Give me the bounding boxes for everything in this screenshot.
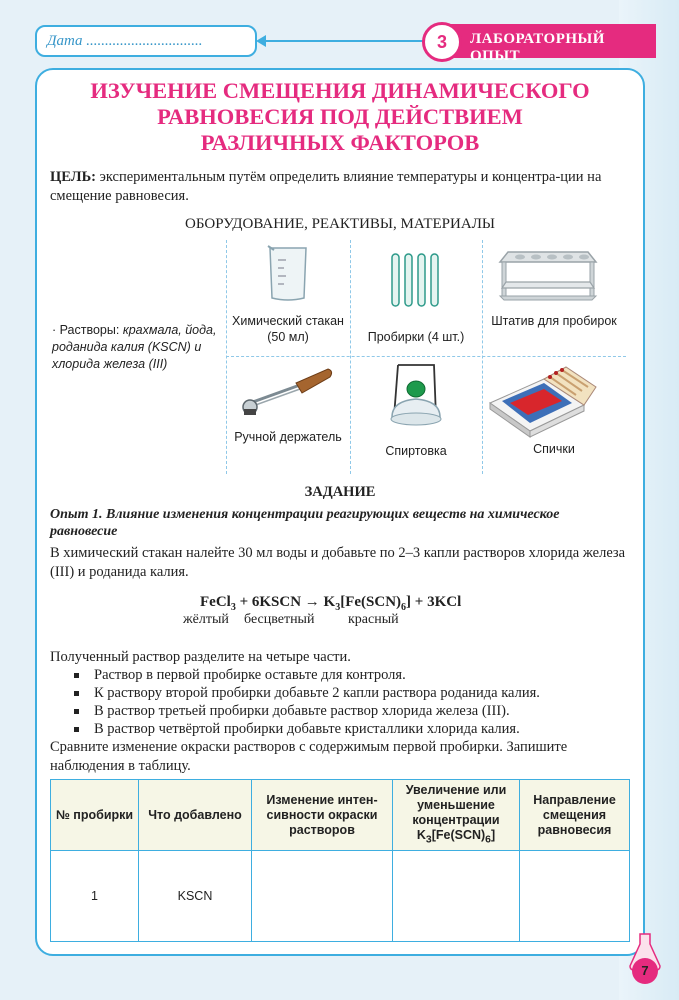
eq-label-colorless: бесцветный — [244, 612, 315, 627]
table-cell[interactable]: KSCN — [139, 851, 252, 942]
eq-sub: 3 — [335, 602, 341, 613]
header-formula: ] — [490, 827, 496, 842]
chemical-equation — [200, 594, 461, 613]
eq-label-yellow: жёлтый — [183, 612, 229, 627]
table-header: Что добавлено — [139, 780, 252, 851]
spirit-lamp-icon — [384, 359, 448, 429]
table-cell[interactable] — [393, 851, 520, 942]
table-header: Направление смещения равновесия — [520, 780, 630, 851]
equipment-label: Спички — [533, 442, 575, 456]
list-item: В раствор третьей пробирки добавьте раствор хлорида железа (III). — [50, 702, 630, 720]
eq-label-red: красный — [348, 612, 399, 627]
eq-sub: 6 — [401, 602, 407, 613]
equipment-item-test-tubes — [350, 240, 482, 357]
equipment-label: Пробирки (4 шт.) — [367, 330, 465, 344]
beaker-icon — [266, 244, 310, 302]
header-sub: 6 — [485, 834, 491, 846]
equipment-item-tube-rack — [482, 240, 626, 357]
lab-banner — [424, 24, 656, 64]
task-title: ЗАДАНИЕ — [304, 484, 376, 500]
title-line: ИЗУЧЕНИЕ СМЕЩЕНИЯ ДИНАМИЧЕСКОГО — [90, 78, 590, 103]
experiment-title: Опыт 1. Влияние изменения концентрации реагирующих веществ на химическое равновесие — [50, 507, 560, 539]
equipment-item-beaker — [226, 240, 350, 357]
instruction-text: В химический стакан налейте 30 мл воды и добавьте по 2–3 капли растворов хлорида железа (III) и роданида калия. — [50, 545, 626, 580]
hand-holder-icon — [240, 363, 336, 417]
date-label: Дата ............................... — [47, 33, 203, 49]
eq-part: [Fe(SCN) — [340, 594, 402, 610]
list-item: К раствору второй пробирки добавьте 2 капли раствора роданида калия. — [50, 684, 630, 702]
title-line: РАЗЛИЧНЫХ ФАКТОРОВ — [200, 130, 480, 155]
table-cell[interactable] — [520, 851, 630, 942]
test-tubes-icon — [388, 252, 444, 310]
observations-table — [50, 779, 630, 942]
table-header: № пробирки — [51, 780, 139, 851]
table-cell[interactable] — [252, 851, 393, 942]
goal-paragraph — [50, 168, 630, 206]
list-item: Раствор в первой пробирке оставьте для контроля. — [50, 666, 630, 684]
eq-part: + 6KSCN → K — [235, 594, 336, 610]
goal-label: ЦЕЛЬ: — [50, 169, 96, 185]
table-header-row — [51, 780, 630, 851]
header-sub: 3 — [425, 834, 432, 846]
goal-text: экспериментальным путём определить влияние температуры и концентра-ции на смещение равновесия. — [50, 169, 602, 204]
list-item: В раствор четвёртой пробирки добавьте кристаллики хлорида калия. — [50, 720, 630, 738]
header-formula: [Fe(SCN) — [431, 827, 486, 842]
title-line: РАВНОВЕСИЯ ПОД ДЕЙСТВИЕМ — [157, 104, 523, 129]
matchbox-icon — [488, 363, 606, 439]
steps-list — [50, 666, 630, 738]
header-formula: K — [416, 827, 426, 842]
date-field[interactable] — [35, 25, 257, 57]
eq-sub: 3 — [230, 602, 236, 613]
equipment-label: Штатив для пробирок — [491, 314, 617, 328]
equipment-item-spirit-lamp — [350, 357, 482, 474]
page-number: 7 — [632, 958, 658, 984]
lab-title: ЛАБОРАТОРНЫЙ ОПЫТ — [470, 31, 605, 64]
split-text: Полученный раствор разделите на четыре части. — [50, 649, 351, 665]
reagents-italic: крахмала, йода, роданида калия (KSCN) и хлорида железа (III) — [52, 323, 217, 371]
eq-part: FeCl — [200, 594, 231, 610]
compare-text: Сравните изменение окраски растворов с содержимым первой пробирки. Запишите наблюдения в таблицу. — [50, 739, 568, 774]
equipment-label: Химический стакан (50 мл) — [232, 314, 344, 344]
reagents-list — [52, 322, 224, 373]
page-title — [50, 78, 630, 156]
lab-number: 3 — [422, 22, 462, 62]
equipment-label: Спиртовка — [385, 444, 447, 458]
tube-rack-icon — [496, 244, 600, 302]
equipment-title: ОБОРУДОВАНИЕ, РЕАКТИВЫ, МАТЕРИАЛЫ — [185, 216, 495, 232]
table-cell[interactable]: 1 — [51, 851, 139, 942]
equipment-grid — [226, 240, 626, 474]
table-header: Изменение интен-сивности окраски растворов — [252, 780, 393, 851]
divider — [262, 40, 424, 42]
reagents-prefix: · Растворы: — [52, 323, 123, 337]
equipment-item-matchbox — [482, 357, 626, 474]
table-header — [393, 780, 520, 851]
table-row — [51, 851, 630, 942]
equipment-label: Ручной держатель — [234, 430, 342, 444]
equipment-item-hand-holder — [226, 357, 350, 474]
eq-part: ] + 3KCl — [406, 594, 462, 610]
header-text: Увеличение или уменьшение концентрации — [405, 782, 507, 827]
